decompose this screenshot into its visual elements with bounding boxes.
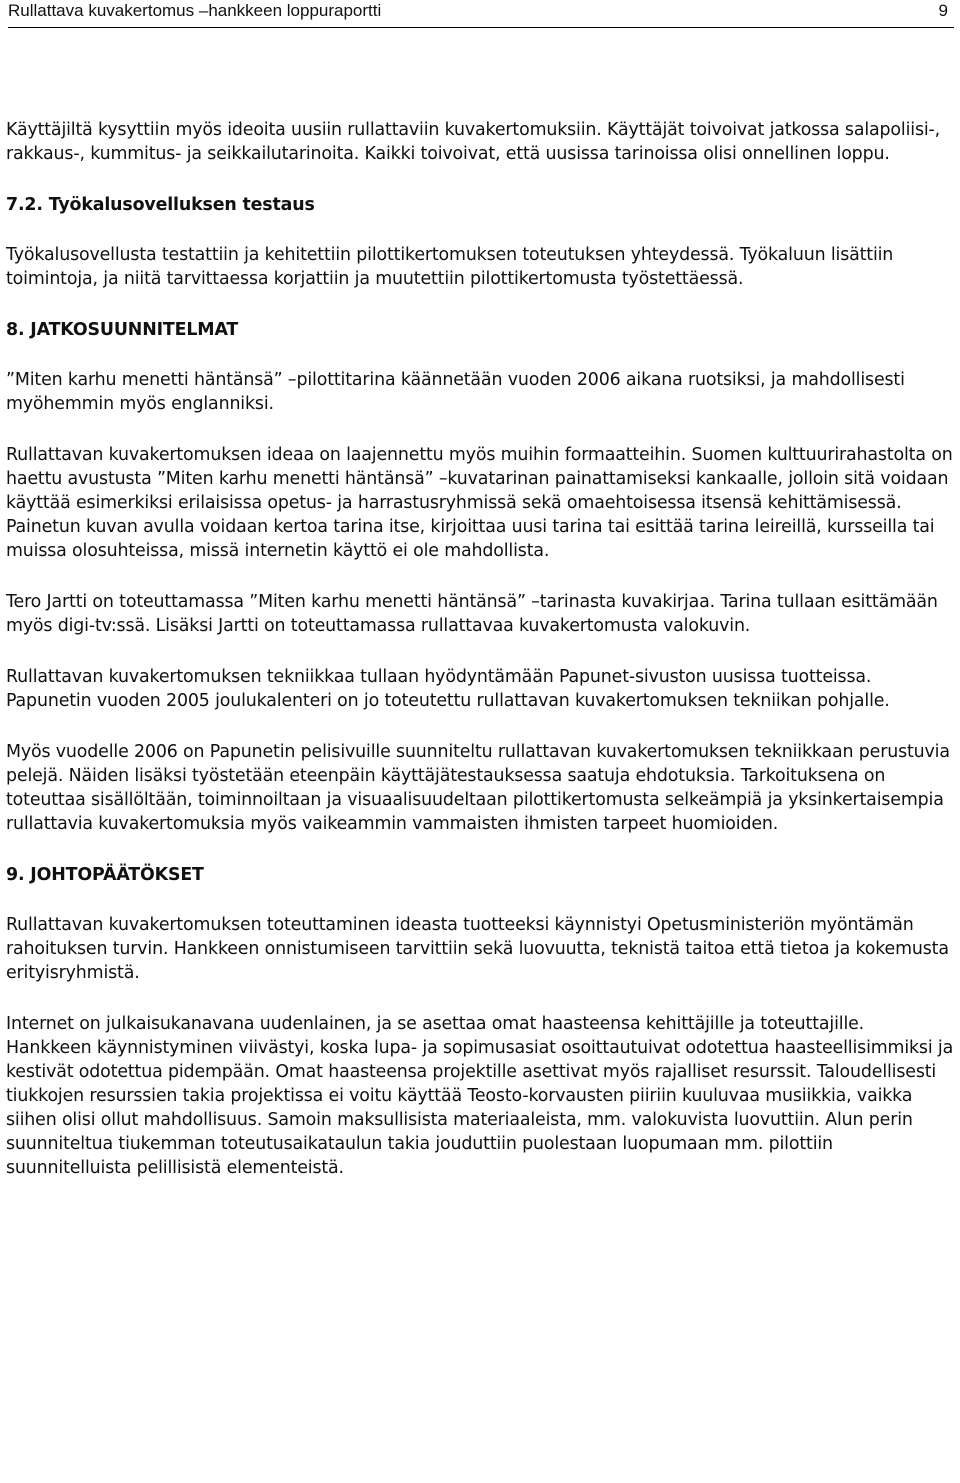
paragraph-user-ideas: Käyttäjiltä kysyttiin myös ideoita uusiin rullattaviin kuvakertomuksiin. Käyttäjät toivoivat jatkossa salapoliisi-, rakkaus-, kummitus- ja seikkailutarinoita. Kaikki toivoivat, että uusissa tarinoissa olisi onnellinen loppu. (6, 120, 941, 164)
section-heading-7-2: 7.2. Työkalusovelluksen testaus (6, 195, 315, 215)
document-body (6, 118, 954, 1207)
paragraph-picture-book: Tero Jartti on toteuttamassa ”Miten karhu menetti häntänsä” –tarinasta kuvakirjaa. Tarina tullaan esittämään myös digi-tv:ssä. Lisäksi Jartti on toteuttamassa rullattavaa kuvakertomusta valokuvin. (6, 592, 938, 636)
paragraph-translation: ”Miten karhu menetti häntänsä” –pilottitarina käännetään vuoden 2006 aikana ruotsiksi, ja mahdollisesti myöhemmin myös englanniksi. (6, 370, 905, 414)
page-number: 9 (938, 1, 948, 20)
section-heading-8: 8. JATKOSUUNNITELMAT (6, 320, 239, 340)
section-heading-9: 9. JOHTOPÄÄTÖKSET (6, 865, 204, 885)
paragraph-tool-testing: Työkalusovellusta testattiin ja kehitettiin pilottikertomuksen toteutuksen yhteydessä. Työkaluun lisättiin toimintoja, ja niitä tarvittaessa korjattiin ja muutettiin pilottikertomusta työstettäessä. (6, 245, 894, 289)
document-title: Rullattava kuvakertomus –hankkeen loppuraportti (8, 1, 382, 20)
paragraph-formats: Rullattavan kuvakertomuksen ideaa on laajennettu myös muihin formaatteihin. Suomen kulttuurirahastolta on haettu avustusta ”Miten karhu menetti häntänsä” –kuvatarinan painattamiseksi kankaalle, jolloin sitä voidaan käyttää esimerkiksi erilaisissa opetus- ja harrastusryhmissä sekä omaehtoisessa itsensä kehittämisessä. Painetun kuvan avulla voidaan kertoa tarina itse, kirjoittaa uusi tarina tai esittää tarina leireillä, kursseilla tai muissa olosuhteissa, missä internetin käyttö ei ole mahdollista. (6, 445, 953, 561)
paragraph-papunet-products: Rullattavan kuvakertomuksen tekniikkaa tullaan hyödyntämään Papunet-sivuston uusissa tuotteissa. Papunetin vuoden 2005 joulukalenteri on jo toteutettu rullattavan kuvakertomuksen tekniikan pohjalle. (6, 667, 890, 711)
paragraph-challenges: Internet on julkaisukanavana uudenlainen, ja se asettaa omat haasteensa kehittäjille ja toteuttajille. Hankkeen käynnistyminen viivästyi, koska lupa- ja sopimusasiat osoittautuivat odotettua haasteellisimmiksi ja kestivät odotettua pidempään. Omat haasteensa projektille asettivat myös rajalliset resurssit. Taloudellisesti tiukkojen resurssien takia projektissa ei voitu käyttää Teosto-korvausten piiriin kuuluvaa musiikkia, vaikka siihen olisi ollut mahdollisuus. Samoin maksullisista materiaaleista, mm. valokuvista luovuttiin. Alun perin suunniteltua tiukemman toteutusaikataulun takia jouduttiin puolestaan luopumaan mm. pilottiin suunnitelluista pelillisistä elementeistä. (6, 1014, 954, 1178)
paragraph-funding: Rullattavan kuvakertomuksen toteuttaminen ideasta tuotteeksi käynnistyi Opetusministeriön myöntämän rahoituksen turvin. Hankkeen onnistumiseen tarvittiin sekä luovuutta, teknistä taitoa että tietoa ja kokemusta erityisryhmistä. (6, 915, 949, 983)
paragraph-games-2006: Myös vuodelle 2006 on Papunetin pelisivuille suunniteltu rullattavan kuvakertomuksen tekniikkaan perustuvia pelejä. Näiden lisäksi työstetään eteenpäin käyttäjätestauksessa saatuja ehdotuksia. Tarkoituksena on toteuttaa sisällöltään, toiminnoiltaan ja visuaalisuudeltaan pilottikertomusta selkeämpiä ja yksinkertaisempia rullattavia kuvakertomuksia myös vaikeammin vammaisten ihmisten tarpeet huomioiden. (6, 742, 950, 834)
page-header (8, 0, 954, 28)
